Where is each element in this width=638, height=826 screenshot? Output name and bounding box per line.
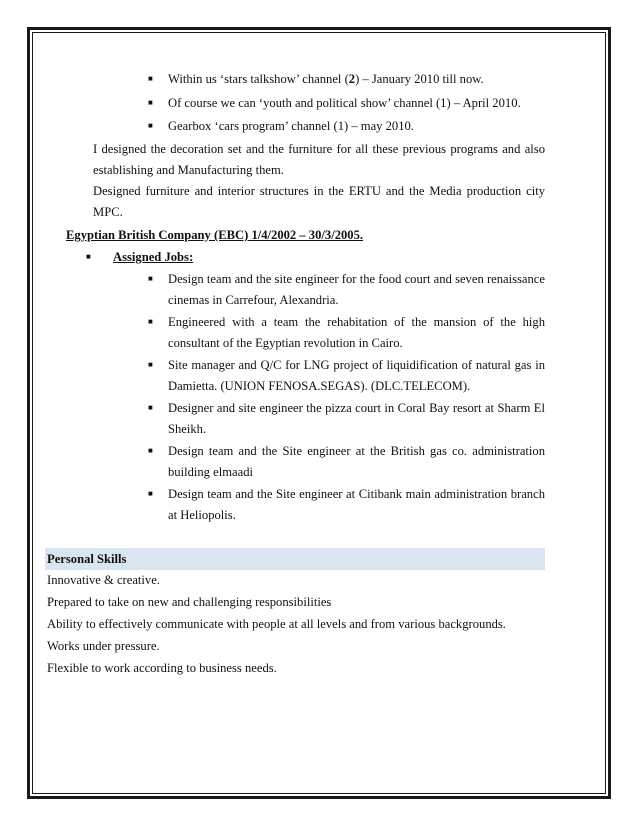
skill-item: Prepared to take on new and challenging responsibilities — [47, 595, 332, 609]
paragraph-line: MPC. — [93, 205, 123, 219]
paragraph-line: Designed furniture and interior structures in the ERTU and the Media production city — [93, 184, 545, 198]
channel-item: Within us ‘stars talkshow’ channel (2) – January 2010 till now. — [168, 72, 484, 86]
assigned-jobs-label: Assigned Jobs: — [113, 250, 194, 264]
bullet-square-icon: ■ — [148, 489, 153, 498]
bullet-square-icon: ■ — [148, 317, 153, 326]
bullet-square-icon: ■ — [148, 274, 153, 283]
job-item: Design team and the Site engineer at Citibank main administration branch — [168, 487, 545, 501]
paragraph-line: establishing and Manufacturing them. — [93, 163, 284, 177]
bullet-square-icon: ■ — [148, 360, 153, 369]
job-item: Design team and the site engineer for the food court and seven renaissance — [168, 272, 545, 286]
channel-item: Of course we can ‘youth and political show’ channel (1) – April 2010. — [168, 96, 521, 110]
job-item-continued: Damietta. (UNION FENOSA.SEGAS). (DLC.TELECOM). — [168, 379, 471, 393]
channel-item: Gearbox ‘cars program’ channel (1) – may 2010. — [168, 119, 414, 133]
bullet-square-icon: ■ — [148, 98, 153, 107]
job-item-continued: Sheikh. — [168, 422, 207, 436]
personal-skills-title: Personal Skills — [47, 552, 127, 566]
bullet-square-icon: ■ — [148, 446, 153, 455]
company-heading: Egyptian British Company (EBC) 1/4/2002 – 30/3/2005. — [66, 228, 364, 242]
job-item: Site manager and Q/C for LNG project of liquidification of natural gas in — [168, 358, 545, 372]
skill-item: Ability to effectively communicate with people at all levels and from various backgrounds. — [47, 617, 506, 631]
paragraph-line: I designed the decoration set and the furniture for all these previous programs and also — [93, 142, 545, 156]
job-item-continued: building elmaadi — [168, 465, 253, 479]
job-item-continued: cinemas in Carrefour, Alexandria. — [168, 293, 339, 307]
job-item: Engineered with a team the rehabitation of the mansion of the high — [168, 315, 545, 329]
job-item-continued: at Heliopolis. — [168, 508, 236, 522]
job-item: Design team and the Site engineer at the British gas co. administration — [168, 444, 545, 458]
skill-item: Flexible to work according to business needs. — [47, 661, 277, 675]
bullet-square-icon: ■ — [148, 403, 153, 412]
bullet-square-icon: ■ — [148, 121, 153, 130]
bullet-square-icon: ■ — [86, 252, 91, 261]
skill-item: Works under pressure. — [47, 639, 160, 653]
job-item-continued: consultant of the Egyptian revolution in Cairo. — [168, 336, 403, 350]
job-item: Designer and site engineer the pizza court in Coral Bay resort at Sharm El — [168, 401, 545, 415]
bullet-square-icon: ■ — [148, 74, 153, 83]
skill-item: Innovative & creative. — [47, 573, 160, 587]
